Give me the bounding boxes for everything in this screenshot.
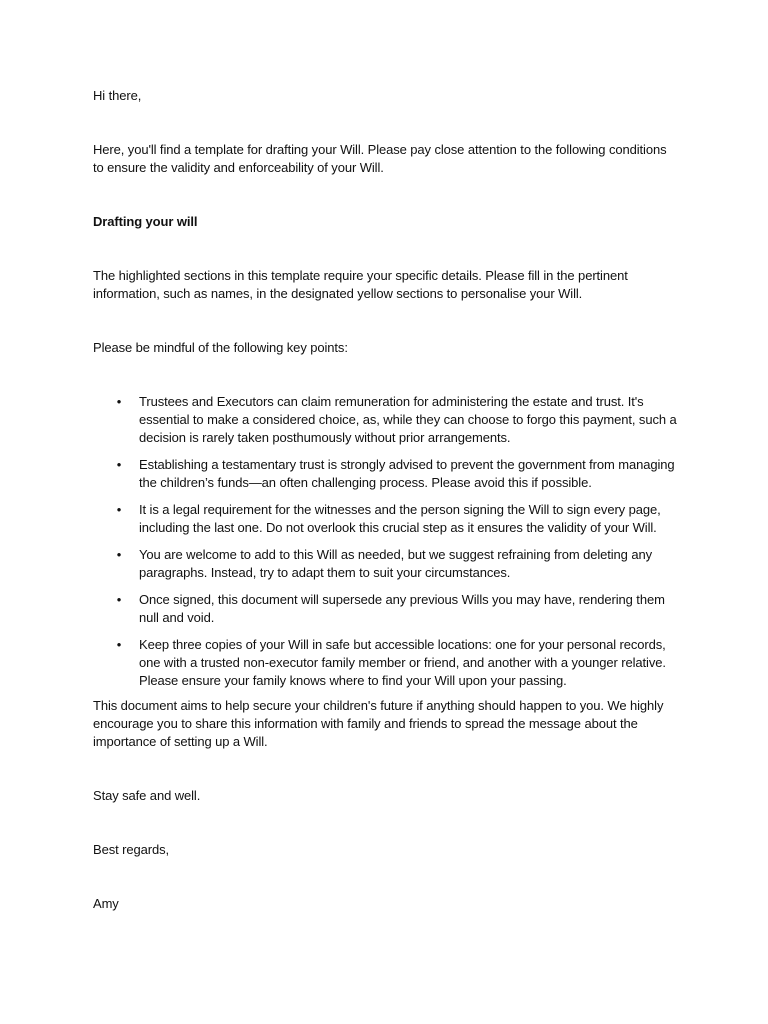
list-item: [93, 636, 678, 690]
regards-line: Best regards,: [93, 842, 170, 857]
bullet-icon: •: [116, 637, 122, 652]
highlight-note-paragraph: The highlighted sections in this template require your specific details. Please fill in the pertinent information, such as names, in the designated yellow sections to personalise your Will.: [93, 268, 628, 301]
list-item-text: It is a legal requirement for the witnesses and the person signing the Will to sign every page, including the last one. Do not overlook this crucial step as it ensures the validity of your Will.: [139, 502, 661, 535]
bullet-icon: •: [116, 547, 122, 562]
signature-name: Amy: [93, 896, 119, 911]
closing-paragraph: This document aims to help secure your children's future if anything should happen to you. We highly encourage you to share this information with family and friends to spread the message about the importance of setting up a Will.: [93, 698, 664, 749]
key-points-list: [93, 393, 678, 690]
letter-body: [93, 87, 678, 913]
list-item: [93, 546, 678, 582]
stay-safe-line: Stay safe and well.: [93, 788, 201, 803]
list-item: [93, 456, 678, 492]
bullet-icon: •: [116, 457, 122, 472]
list-item-text: Establishing a testamentary trust is strongly advised to prevent the government from managing the children’s funds—an often challenging process. Please avoid this if possible.: [139, 457, 675, 490]
list-item: [93, 501, 678, 537]
list-item-text: Once signed, this document will supersede any previous Wills you may have, rendering them null and void.: [139, 592, 665, 625]
section-heading: Drafting your will: [93, 214, 198, 229]
keypoints-lead: Please be mindful of the following key points:: [93, 340, 348, 355]
list-item-text: You are welcome to add to this Will as needed, but we suggest refraining from deleting any paragraphs. Instead, try to adapt them to suit your circumstances.: [139, 547, 652, 580]
bullet-icon: •: [116, 502, 122, 517]
intro-paragraph: Here, you'll find a template for drafting your Will. Please pay close attention to the following conditions to ensure the validity and enforceability of your Will.: [93, 142, 667, 175]
list-item-text: Keep three copies of your Will in safe but accessible locations: one for your personal records, one with a trusted non-executor family member or friend, and another with a younger relative. Please ensure your family knows where to find your Will upon your passing.: [139, 637, 666, 688]
list-item: [93, 591, 678, 627]
list-item-text: Trustees and Executors can claim remuneration for administering the estate and trust. It's essential to make a considered choice, as, while they can choose to forgo this payment, such a decision is rarely taken posthumously without prior arrangements.: [139, 394, 677, 445]
list-item: [93, 393, 678, 447]
greeting: Hi there,: [93, 88, 142, 103]
bullet-icon: •: [116, 394, 122, 409]
bullet-icon: •: [116, 592, 122, 607]
